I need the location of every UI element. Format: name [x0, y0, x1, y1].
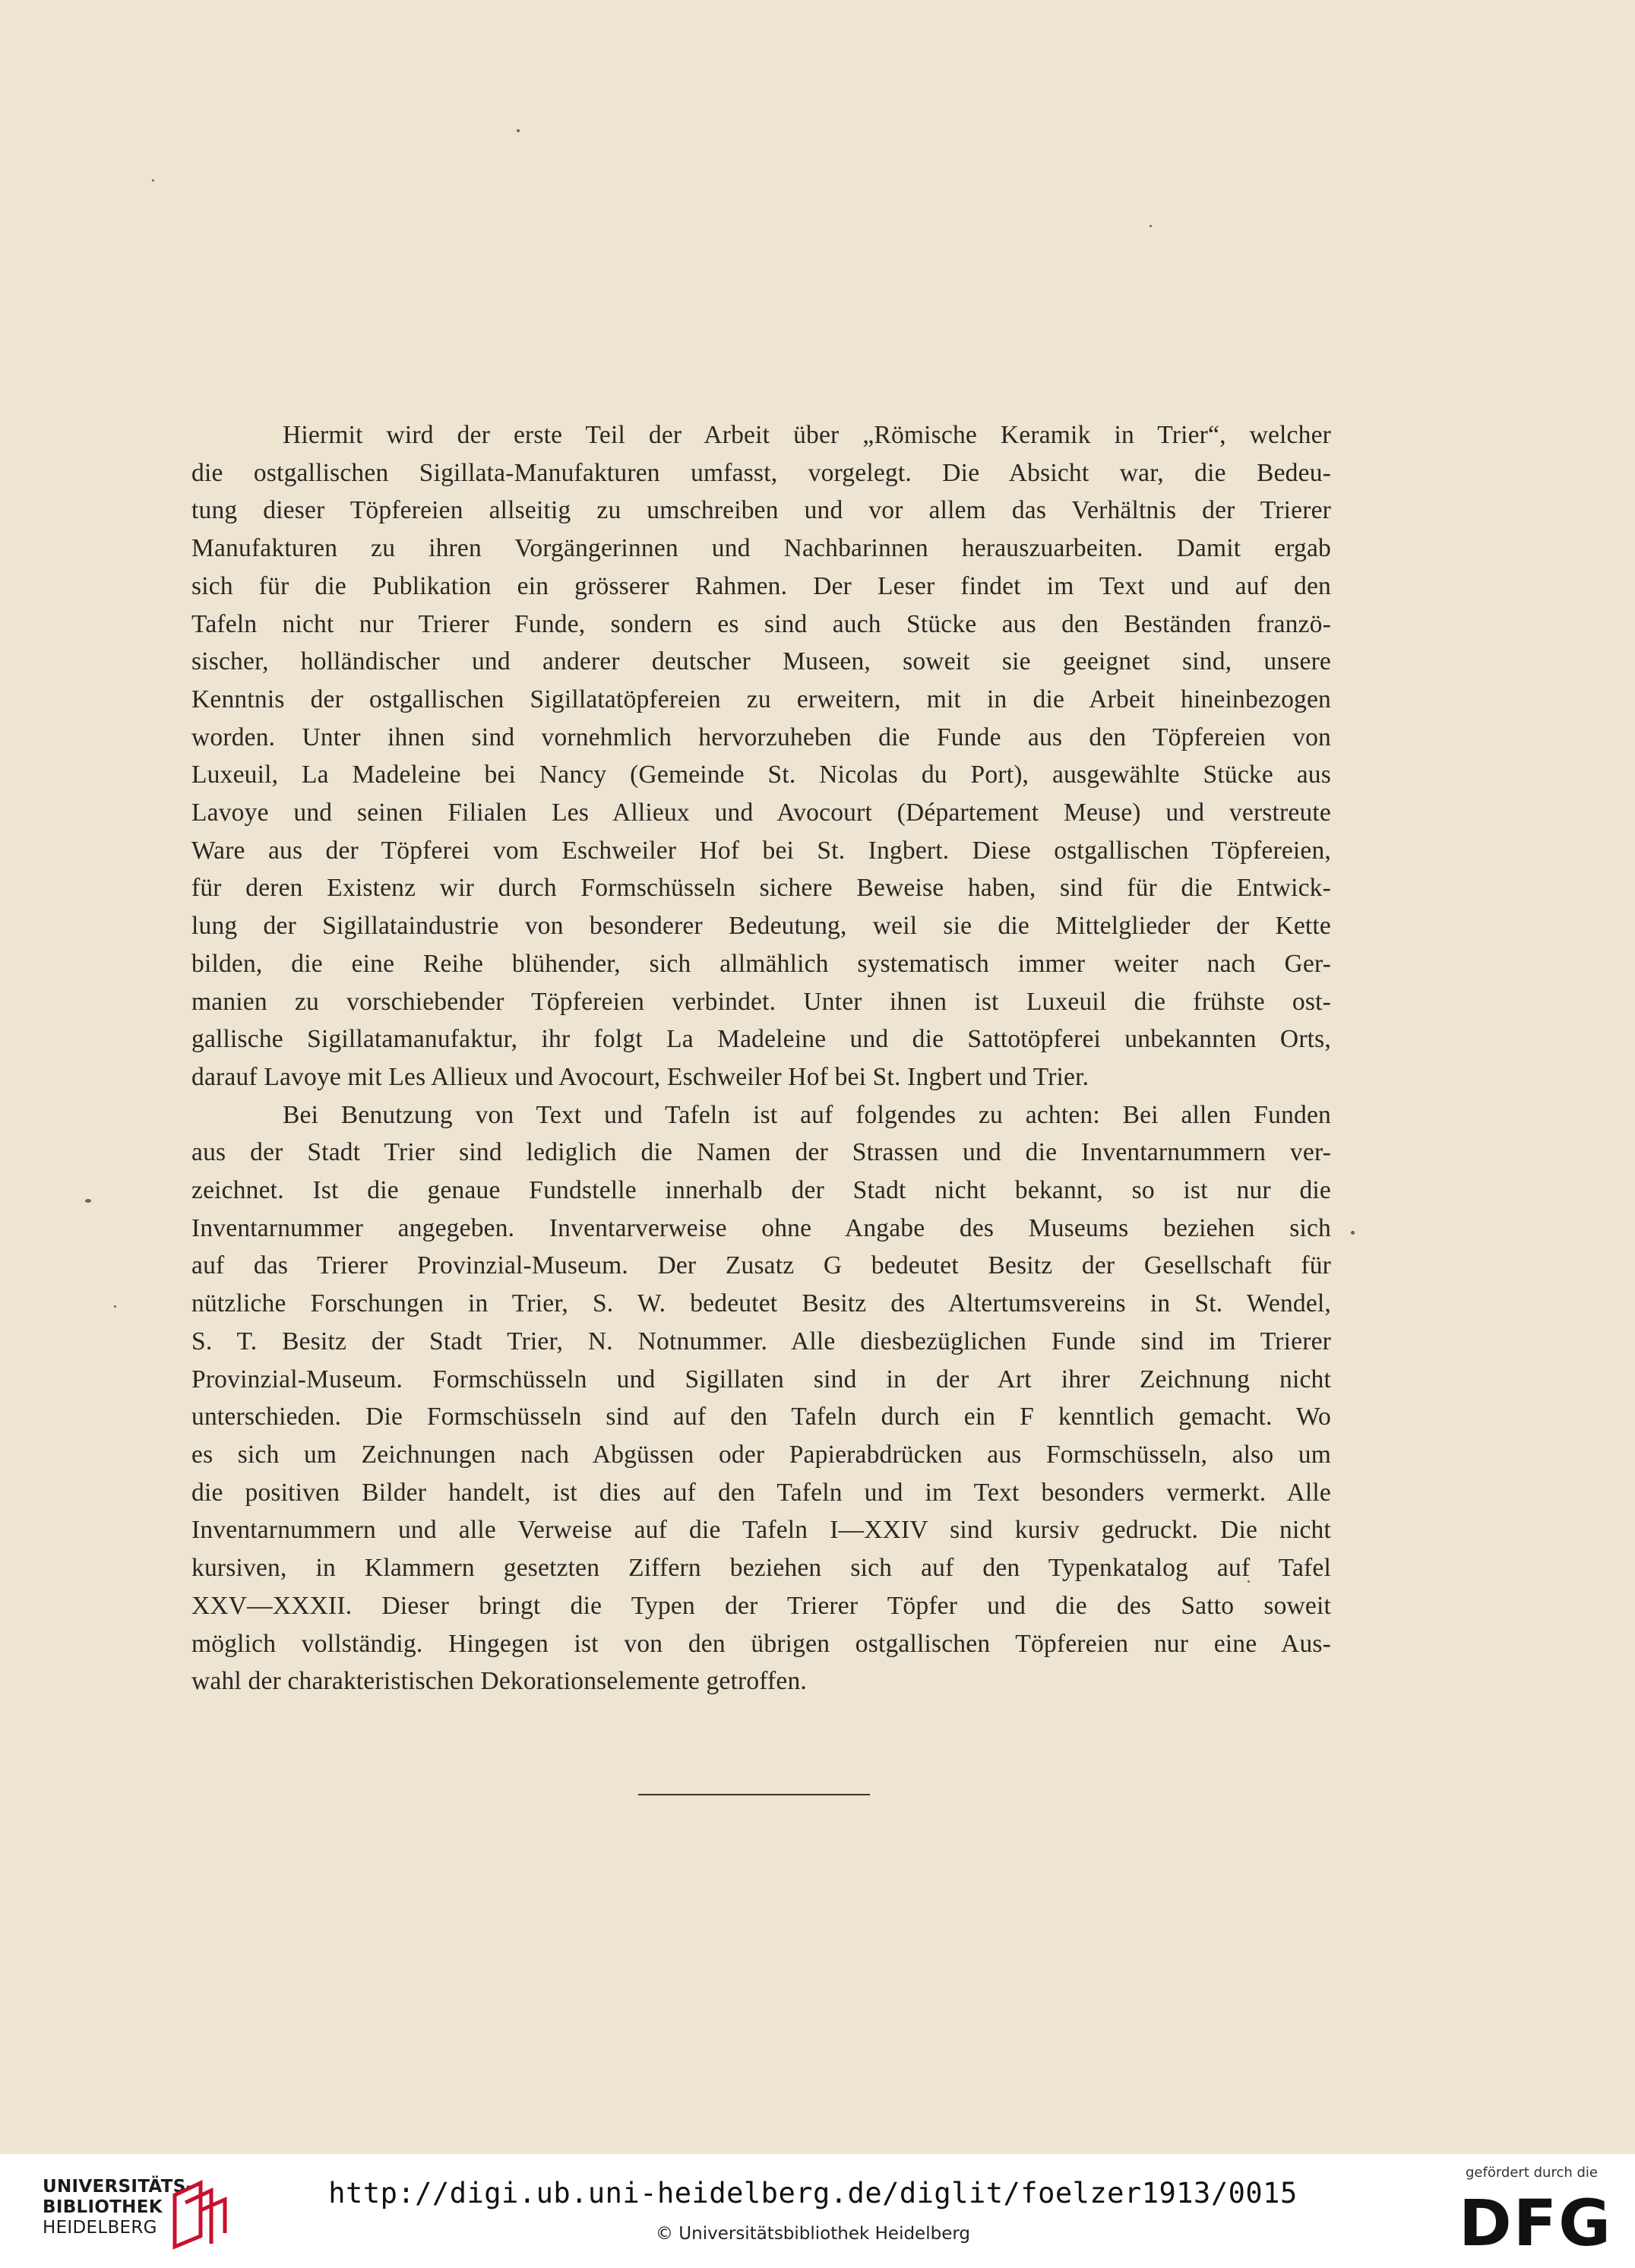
text-line: tung dieser Töpfereien allseitig zu umschreiben und vor allem das Verhältnis der Trierer — [191, 496, 1331, 525]
page-speck — [517, 129, 520, 132]
text-line: zeichnet. Ist die genaue Fundstelle innerhalb der Stadt nicht bekannt, so ist nur die — [191, 1176, 1331, 1205]
closing-rule — [638, 1794, 870, 1795]
paragraph-1 — [191, 416, 1331, 1096]
text-line: lung der Sigillataindustrie von besonderer Bedeutung, weil sie die Mittelglieder der Kette — [191, 912, 1331, 941]
dfg-logo-icon — [1456, 2187, 1615, 2256]
text-line: XXV—XXXII. Dieser bringt die Typen der Trierer Töpfer und die des Satto soweit — [191, 1591, 1331, 1620]
text-line: unterschieden. Die Formschüsseln sind auf den Tafeln durch ein F kenntlich gemacht. Wo — [191, 1403, 1331, 1431]
page-speck — [152, 179, 154, 182]
text-line: die ostgallischen Sigillata-Manufakturen umfasst, vorgelegt. Die Absicht war, die Bedeu- — [191, 458, 1331, 487]
text-line: sich für die Publikation ein grösserer Rahmen. Der Leser findet im Text und auf den — [191, 571, 1331, 600]
sponsor-logo[interactable] — [1456, 2165, 1623, 2259]
text-line: wahl der charakteristischen Dekorationselemente getroffen. — [191, 1667, 807, 1696]
text-line: Kenntnis der ostgallischen Sigillatatöpfereien zu erweitern, mit in die Arbeit hineinbezogen — [191, 685, 1331, 713]
body-text — [191, 416, 1331, 1700]
text-line: Hiermit wird der erste Teil der Arbeit über „Römische Keramik in Trier“, welcher — [283, 421, 1331, 449]
text-line: für deren Existenz wir durch Formschüsseln sichere Beweise haben, sind für die Entwick- — [191, 874, 1331, 903]
page-speck — [114, 1305, 116, 1308]
text-line: Tafeln nicht nur Trierer Funde, sondern es sind auch Stücke aus den Beständen franzö- — [191, 609, 1331, 638]
text-line: sischer, holländischer und anderer deutscher Museen, soweit sie geeignet sind, unsere — [191, 647, 1331, 676]
page-speck — [85, 1199, 91, 1203]
library-mark-icon — [170, 2180, 229, 2250]
text-line: worden. Unter ihnen sind vornehmlich hervorzuheben die Funde aus den Töpfereien von — [191, 723, 1331, 751]
text-line: kursiven, in Klammern gesetzten Ziffern beziehen sich auf den Typenkatalog auf Tafel — [191, 1554, 1331, 1583]
library-name-line: HEIDELBERG — [43, 2218, 157, 2238]
text-line: die positiven Bilder handelt, ist dies auf den Tafeln und im Text besonders vermerkt. Alle — [191, 1478, 1331, 1507]
library-name-line: BIBLIOTHEK — [43, 2197, 163, 2217]
digitization-footer — [0, 2154, 1635, 2268]
library-logo[interactable] — [43, 2177, 232, 2253]
text-line: nützliche Forschungen in Trier, S. W. bedeutet Besitz des Altertumsvereins in St. Wendel, — [191, 1289, 1331, 1318]
text-line: Manufakturen zu ihren Vorgängerinnen und Nachbarinnen herauszuarbeiten. Damit ergab — [191, 534, 1331, 563]
text-line: Inventarnummern und alle Verweise auf die Tafeln I—XXIV sind kursiv gedruckt. Die nicht — [191, 1516, 1331, 1545]
text-line: Provinzial-Museum. Formschüsseln und Sigillaten sind in der Art ihrer Zeichnung nicht — [191, 1365, 1331, 1393]
text-line: S. T. Besitz der Stadt Trier, N. Notnummer. Alle diesbezüglichen Funde sind im Trierer — [191, 1327, 1331, 1355]
text-line: Luxeuil, La Madeleine bei Nancy (Gemeinde St. Nicolas du Port), ausgewählte Stücke aus — [191, 761, 1331, 789]
text-line: es sich um Zeichnungen nach Abgüssen oder Papierabdrücken aus Formschüsseln, also um — [191, 1440, 1331, 1469]
library-name — [43, 2177, 194, 2238]
page-speck — [1150, 225, 1152, 227]
text-line: bilden, die eine Reihe blühender, sich allmählich systematisch immer weiter nach Ger- — [191, 949, 1331, 978]
text-line: aus der Stadt Trier sind lediglich die Namen der Strassen und die Inventarnummern ver- — [191, 1138, 1331, 1167]
permalink-url[interactable]: http://digi.ub.uni-heidelberg.de/diglit/foelzer1913/0015 — [328, 2177, 1298, 2209]
text-line: möglich vollständig. Hingegen ist von den übrigen ostgallischen Töpfereien nur eine Aus- — [191, 1629, 1331, 1658]
text-line: Lavoye und seinen Filialen Les Allieux und Avocourt (Département Meuse) und verstreute — [191, 799, 1331, 827]
text-line: gallische Sigillatamanufaktur, ihr folgt La Madeleine und die Sattotöpferei unbekannten Orts, — [191, 1025, 1331, 1054]
page-speck — [1351, 1231, 1355, 1235]
text-line: darauf Lavoye mit Les Allieux und Avocourt, Eschweiler Hof bei St. Ingbert und Trier. — [191, 1062, 1089, 1091]
text-line: auf das Trierer Provinzial-Museum. Der Zusatz G bedeutet Besitz der Gesellschaft für — [191, 1251, 1331, 1280]
svg-text:DFG: DFG — [1458, 2187, 1613, 2256]
sponsor-caption: gefördert durch die — [1466, 2165, 1598, 2181]
paragraph-2 — [191, 1096, 1331, 1700]
text-line: Inventarnummer angegeben. Inventarverweise ohne Angabe des Museums beziehen sich — [191, 1213, 1331, 1242]
text-line: Ware aus der Töpferei vom Eschweiler Hof bei St. Ingbert. Diese ostgallischen Töpfereien, — [191, 836, 1331, 865]
text-line: Bei Benutzung von Text und Tafeln ist auf folgendes zu achten: Bei allen Funden — [283, 1100, 1331, 1129]
text-line: manien zu vorschiebender Töpfereien verbindet. Unter ihnen ist Luxeuil die frühste ost- — [191, 987, 1331, 1016]
library-name-line: UNIVERSITÄTS- — [43, 2177, 194, 2197]
copyright-notice: © Universitätsbibliothek Heidelberg — [655, 2224, 970, 2244]
